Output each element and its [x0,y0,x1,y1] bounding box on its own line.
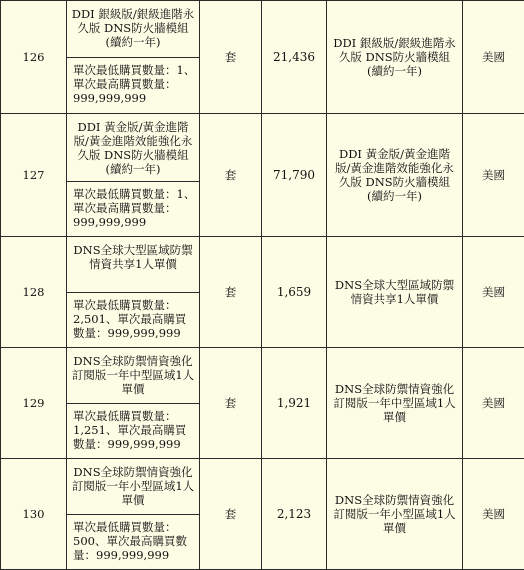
table-row [1,114,524,182]
table-row [1,459,524,515]
table-row [1,1,524,58]
spec-description: DNS全球大型區域防禦情資共享1人單價 [327,237,463,348]
origin-country: 美國 [463,1,524,114]
item-name: DNS全球防禦情資強化訂閱版一年小型區域1人單價 [67,459,200,515]
spec-description: DNS全球防禦情資強化訂閱版一年小型區域1人單價 [327,459,463,570]
purchase-quantity: 單次最低購買數量：500、單次最高購買數量：999,999,999 [67,515,200,570]
origin-country: 美國 [463,237,524,348]
unit: 套 [200,237,262,348]
item-name: DNS全球大型區域防禦情資共享1人單價 [67,237,200,293]
item-number: 130 [1,459,67,570]
purchase-quantity: 單次最低購買數量：2,501、單次最高購買數量：999,999,999 [67,293,200,348]
item-number: 129 [1,348,67,459]
table-row [1,348,524,404]
price: 21,436 [262,1,327,114]
price: 2,123 [262,459,327,570]
unit: 套 [200,348,262,459]
purchase-quantity: 單次最低購買數量：1,251、單次最高購買數量：999,999,999 [67,404,200,459]
item-name: DDI 銀級版/銀級進階永久版 DNS防火牆模組 (續約一年) [67,1,200,58]
price: 1,921 [262,348,327,459]
unit: 套 [200,1,262,114]
item-number: 127 [1,114,67,237]
price: 1,659 [262,237,327,348]
item-name: DDI 黃金版/黃金進階版/黃金進階效能強化永久版 DNS防火牆模組 (續約一年) [67,114,200,182]
item-name: DNS全球防禦情資強化訂閱版一年中型區域1人單價 [67,348,200,404]
origin-country: 美國 [463,459,524,570]
spec-description: DNS全球防禦情資強化訂閱版一年中型區域1人單價 [327,348,463,459]
table-row [1,237,524,293]
spec-description: DDI 黃金版/黃金進階版/黃金進階效能強化永久版 DNS防火牆模組 (續約一年) [327,114,463,237]
price: 71,790 [262,114,327,237]
purchase-quantity: 單次最低購買數量：1、單次最高購買數量：999,999,999 [67,182,200,237]
spec-description: DDI 銀級版/銀級進階永久版 DNS防火牆模組 (續約一年) [327,1,463,114]
unit: 套 [200,114,262,237]
origin-country: 美國 [463,114,524,237]
origin-country: 美國 [463,348,524,459]
unit: 套 [200,459,262,570]
item-number: 126 [1,1,67,114]
item-number: 128 [1,237,67,348]
purchase-quantity: 單次最低購買數量：1、單次最高購買數量：999,999,999 [67,58,200,114]
